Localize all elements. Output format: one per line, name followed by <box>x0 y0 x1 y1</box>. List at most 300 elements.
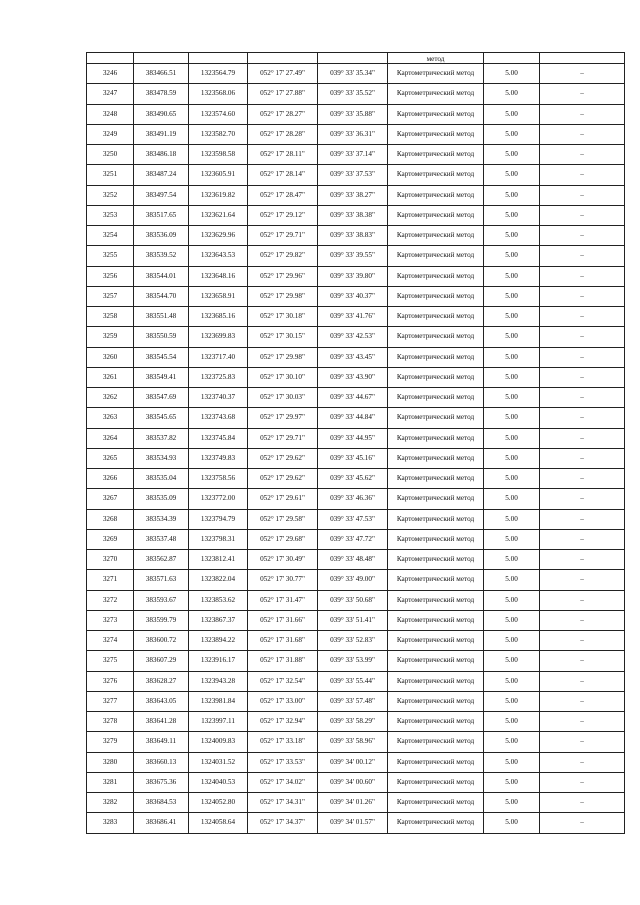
cell-precision: 5.00 <box>484 205 540 225</box>
cell-point-number: 3273 <box>87 610 134 630</box>
cell-latitude: 052° 17' 28.14" <box>248 165 318 185</box>
cell-longitude: 039° 33' 46.36" <box>318 489 388 509</box>
cell-y-coordinate: 1323582.70 <box>189 124 248 144</box>
cell-y-coordinate: 1323699.83 <box>189 327 248 347</box>
cell-point-number: 3253 <box>87 205 134 225</box>
cell-point-number: 3256 <box>87 266 134 286</box>
cell-point-number: 3263 <box>87 408 134 428</box>
cell-point-number: 3269 <box>87 529 134 549</box>
cell-latitude: 052° 17' 31.66" <box>248 610 318 630</box>
cell-x-coordinate: 383628.27 <box>134 671 189 691</box>
cell-method: Картометрический метод <box>388 509 484 529</box>
cell-method: Картометрический метод <box>388 124 484 144</box>
cell-point-number: 3251 <box>87 165 134 185</box>
cell-method: Картометрический метод <box>388 448 484 468</box>
cell-point-number: 3254 <box>87 226 134 246</box>
table-row <box>87 205 625 225</box>
cell-x-coordinate: 383649.11 <box>134 732 189 752</box>
cell-y-coordinate: 1323619.82 <box>189 185 248 205</box>
cell-dash: – <box>540 226 625 246</box>
cell-longitude: 039° 33' 49.00" <box>318 570 388 590</box>
cell-longitude: 039° 33' 57.48" <box>318 691 388 711</box>
coordinates-table-body <box>87 53 625 834</box>
cell-precision: 5.00 <box>484 772 540 792</box>
cell-point-number: 3268 <box>87 509 134 529</box>
cell-dash: – <box>540 307 625 327</box>
cell-dash: – <box>540 104 625 124</box>
cell-point-number: 3248 <box>87 104 134 124</box>
cell-dash: – <box>540 610 625 630</box>
cell-latitude: 052° 17' 29.71" <box>248 428 318 448</box>
cell-x-coordinate: 383537.82 <box>134 428 189 448</box>
cell-precision: 5.00 <box>484 367 540 387</box>
table-row <box>87 509 625 529</box>
table-row <box>87 651 625 671</box>
cell-x-coordinate: 383487.24 <box>134 165 189 185</box>
table-row <box>87 732 625 752</box>
cell-method: Картометрический метод <box>388 529 484 549</box>
cell-empty <box>484 53 540 64</box>
cell-latitude: 052° 17' 33.53" <box>248 752 318 772</box>
cell-method: Картометрический метод <box>388 469 484 489</box>
cell-method: Картометрический метод <box>388 489 484 509</box>
cell-longitude: 039° 33' 58.29" <box>318 712 388 732</box>
cell-x-coordinate: 383593.67 <box>134 590 189 610</box>
coordinates-table <box>86 52 625 834</box>
cell-dash: – <box>540 772 625 792</box>
cell-latitude: 052° 17' 29.62" <box>248 448 318 468</box>
cell-point-number: 3274 <box>87 631 134 651</box>
cell-x-coordinate: 383547.69 <box>134 388 189 408</box>
table-row <box>87 408 625 428</box>
cell-dash: – <box>540 266 625 286</box>
cell-latitude: 052° 17' 30.15" <box>248 327 318 347</box>
cell-point-number: 3252 <box>87 185 134 205</box>
cell-latitude: 052° 17' 29.82" <box>248 246 318 266</box>
cell-x-coordinate: 383534.93 <box>134 448 189 468</box>
cell-method: Картометрический метод <box>388 367 484 387</box>
cell-longitude: 039° 34' 00.60" <box>318 772 388 792</box>
cell-method: Картометрический метод <box>388 610 484 630</box>
table-row <box>87 610 625 630</box>
cell-dash: – <box>540 388 625 408</box>
cell-y-coordinate: 1323568.06 <box>189 84 248 104</box>
cell-method: Картометрический метод <box>388 428 484 448</box>
cell-longitude: 039° 33' 39.55" <box>318 246 388 266</box>
cell-y-coordinate: 1323853.62 <box>189 590 248 610</box>
cell-dash: – <box>540 469 625 489</box>
cell-longitude: 039° 34' 00.12" <box>318 752 388 772</box>
cell-precision: 5.00 <box>484 651 540 671</box>
table-row <box>87 104 625 124</box>
cell-precision: 5.00 <box>484 529 540 549</box>
cell-longitude: 039° 33' 44.95" <box>318 428 388 448</box>
table-row <box>87 529 625 549</box>
cell-y-coordinate: 1323745.84 <box>189 428 248 448</box>
cell-latitude: 052° 17' 29.71" <box>248 226 318 246</box>
cell-precision: 5.00 <box>484 185 540 205</box>
cell-dash: – <box>540 631 625 651</box>
cell-longitude: 039° 33' 38.83" <box>318 226 388 246</box>
cell-latitude: 052° 17' 29.97" <box>248 408 318 428</box>
cell-x-coordinate: 383491.19 <box>134 124 189 144</box>
cell-precision: 5.00 <box>484 813 540 833</box>
cell-method: Картометрический метод <box>388 772 484 792</box>
cell-longitude: 039° 33' 48.48" <box>318 550 388 570</box>
cell-x-coordinate: 383549.41 <box>134 367 189 387</box>
cell-longitude: 039° 33' 47.72" <box>318 529 388 549</box>
cell-longitude: 039° 33' 35.34" <box>318 64 388 84</box>
cell-precision: 5.00 <box>484 712 540 732</box>
cell-method: Картометрический метод <box>388 408 484 428</box>
cell-latitude: 052° 17' 30.03" <box>248 388 318 408</box>
cell-dash: – <box>540 145 625 165</box>
cell-method: Картометрический метод <box>388 651 484 671</box>
cell-method: Картометрический метод <box>388 813 484 833</box>
cell-x-coordinate: 383599.79 <box>134 610 189 630</box>
cell-x-coordinate: 383686.41 <box>134 813 189 833</box>
cell-x-coordinate: 383517.65 <box>134 205 189 225</box>
cell-y-coordinate: 1323822.04 <box>189 570 248 590</box>
cell-point-number: 3247 <box>87 84 134 104</box>
continuation-row <box>87 53 625 64</box>
cell-longitude: 039° 33' 52.83" <box>318 631 388 651</box>
cell-x-coordinate: 383544.70 <box>134 286 189 306</box>
table-row <box>87 388 625 408</box>
cell-dash: – <box>540 165 625 185</box>
cell-y-coordinate: 1323798.31 <box>189 529 248 549</box>
cell-longitude: 039° 33' 45.62" <box>318 469 388 489</box>
cell-x-coordinate: 383535.04 <box>134 469 189 489</box>
cell-longitude: 039° 33' 51.41" <box>318 610 388 630</box>
cell-precision: 5.00 <box>484 590 540 610</box>
cell-dash: – <box>540 732 625 752</box>
cell-dash: – <box>540 124 625 144</box>
cell-method: Картометрический метод <box>388 712 484 732</box>
cell-latitude: 052° 17' 30.18" <box>248 307 318 327</box>
cell-method: Картометрический метод <box>388 266 484 286</box>
cell-x-coordinate: 383675.36 <box>134 772 189 792</box>
cell-latitude: 052° 17' 29.98" <box>248 347 318 367</box>
cell-method: Картометрический метод <box>388 570 484 590</box>
cell-y-coordinate: 1323648.16 <box>189 266 248 286</box>
table-row <box>87 813 625 833</box>
cell-precision: 5.00 <box>484 469 540 489</box>
cell-y-coordinate: 1323725.83 <box>189 367 248 387</box>
cell-longitude: 039° 33' 44.84" <box>318 408 388 428</box>
cell-dash: – <box>540 347 625 367</box>
cell-method: Картометрический метод <box>388 145 484 165</box>
cell-point-number: 3280 <box>87 752 134 772</box>
cell-latitude: 052° 17' 34.31" <box>248 793 318 813</box>
table-row <box>87 691 625 711</box>
cell-point-number: 3279 <box>87 732 134 752</box>
cell-precision: 5.00 <box>484 631 540 651</box>
cell-longitude: 039° 34' 01.26" <box>318 793 388 813</box>
cell-y-coordinate: 1323685.16 <box>189 307 248 327</box>
cell-method: Картометрический метод <box>388 84 484 104</box>
cell-dash: – <box>540 813 625 833</box>
cell-longitude: 039° 33' 58.96" <box>318 732 388 752</box>
cell-y-coordinate: 1323772.00 <box>189 489 248 509</box>
cell-latitude: 052° 17' 29.61" <box>248 489 318 509</box>
cell-latitude: 052° 17' 30.49" <box>248 550 318 570</box>
cell-y-coordinate: 1323997.11 <box>189 712 248 732</box>
cell-point-number: 3270 <box>87 550 134 570</box>
cell-empty <box>540 53 625 64</box>
cell-method: Картометрический метод <box>388 671 484 691</box>
cell-point-number: 3271 <box>87 570 134 590</box>
cell-point-number: 3250 <box>87 145 134 165</box>
cell-y-coordinate: 1323916.17 <box>189 651 248 671</box>
cell-x-coordinate: 383660.13 <box>134 752 189 772</box>
cell-longitude: 039° 33' 39.80" <box>318 266 388 286</box>
cell-x-coordinate: 383536.09 <box>134 226 189 246</box>
cell-dash: – <box>540 246 625 266</box>
cell-y-coordinate: 1323643.53 <box>189 246 248 266</box>
cell-latitude: 052° 17' 32.94" <box>248 712 318 732</box>
cell-point-number: 3267 <box>87 489 134 509</box>
cell-dash: – <box>540 64 625 84</box>
cell-dash: – <box>540 367 625 387</box>
cell-latitude: 052° 17' 28.11" <box>248 145 318 165</box>
cell-dash: – <box>540 185 625 205</box>
cell-dash: – <box>540 590 625 610</box>
cell-point-number: 3266 <box>87 469 134 489</box>
cell-precision: 5.00 <box>484 104 540 124</box>
cell-method: Картометрический метод <box>388 732 484 752</box>
cell-longitude: 039° 33' 55.44" <box>318 671 388 691</box>
cell-longitude: 039° 33' 35.52" <box>318 84 388 104</box>
cell-latitude: 052° 17' 29.12" <box>248 205 318 225</box>
cell-x-coordinate: 383537.48 <box>134 529 189 549</box>
cell-precision: 5.00 <box>484 428 540 448</box>
table-row <box>87 185 625 205</box>
cell-dash: – <box>540 84 625 104</box>
cell-latitude: 052° 17' 31.68" <box>248 631 318 651</box>
cell-precision: 5.00 <box>484 266 540 286</box>
cell-x-coordinate: 383562.87 <box>134 550 189 570</box>
cell-x-coordinate: 383466.51 <box>134 64 189 84</box>
cell-method: Картометрический метод <box>388 590 484 610</box>
cell-longitude: 039° 33' 35.88" <box>318 104 388 124</box>
cell-point-number: 3272 <box>87 590 134 610</box>
cell-precision: 5.00 <box>484 732 540 752</box>
cell-method: Картометрический метод <box>388 165 484 185</box>
cell-precision: 5.00 <box>484 570 540 590</box>
cell-x-coordinate: 383478.59 <box>134 84 189 104</box>
table-row <box>87 752 625 772</box>
cell-dash: – <box>540 793 625 813</box>
cell-longitude: 039° 33' 38.27" <box>318 185 388 205</box>
cell-dash: – <box>540 671 625 691</box>
cell-method: Картометрический метод <box>388 307 484 327</box>
cell-precision: 5.00 <box>484 286 540 306</box>
cell-x-coordinate: 383497.54 <box>134 185 189 205</box>
cell-longitude: 039° 33' 36.31" <box>318 124 388 144</box>
cell-method: Картометрический метод <box>388 691 484 711</box>
cell-latitude: 052° 17' 28.28" <box>248 124 318 144</box>
cell-precision: 5.00 <box>484 550 540 570</box>
table-row <box>87 64 625 84</box>
cell-precision: 5.00 <box>484 226 540 246</box>
cell-x-coordinate: 383571.63 <box>134 570 189 590</box>
cell-longitude: 039° 33' 50.68" <box>318 590 388 610</box>
cell-y-coordinate: 1323621.64 <box>189 205 248 225</box>
cell-y-coordinate: 1323867.37 <box>189 610 248 630</box>
cell-precision: 5.00 <box>484 408 540 428</box>
table-row <box>87 772 625 792</box>
cell-longitude: 039° 33' 53.99" <box>318 651 388 671</box>
cell-precision: 5.00 <box>484 691 540 711</box>
cell-latitude: 052° 17' 29.96" <box>248 266 318 286</box>
cell-precision: 5.00 <box>484 307 540 327</box>
cell-y-coordinate: 1324040.53 <box>189 772 248 792</box>
table-row <box>87 671 625 691</box>
cell-dash: – <box>540 489 625 509</box>
table-row <box>87 307 625 327</box>
cell-latitude: 052° 17' 29.62" <box>248 469 318 489</box>
cell-method: Картометрический метод <box>388 205 484 225</box>
cell-precision: 5.00 <box>484 489 540 509</box>
cell-longitude: 039° 34' 01.57" <box>318 813 388 833</box>
cell-y-coordinate: 1324031.52 <box>189 752 248 772</box>
cell-precision: 5.00 <box>484 671 540 691</box>
cell-empty <box>189 53 248 64</box>
cell-point-number: 3260 <box>87 347 134 367</box>
cell-latitude: 052° 17' 32.54" <box>248 671 318 691</box>
table-row <box>87 84 625 104</box>
cell-point-number: 3265 <box>87 448 134 468</box>
cell-dash: – <box>540 691 625 711</box>
cell-dash: – <box>540 327 625 347</box>
cell-longitude: 039° 33' 38.38" <box>318 205 388 225</box>
cell-y-coordinate: 1323812.41 <box>189 550 248 570</box>
cell-latitude: 052° 17' 27.49" <box>248 64 318 84</box>
cell-latitude: 052° 17' 34.37" <box>248 813 318 833</box>
table-row <box>87 428 625 448</box>
cell-precision: 5.00 <box>484 509 540 529</box>
cell-method: Картометрический метод <box>388 793 484 813</box>
cell-point-number: 3249 <box>87 124 134 144</box>
table-row <box>87 347 625 367</box>
cell-empty <box>134 53 189 64</box>
cell-method: Картометрический метод <box>388 752 484 772</box>
cell-x-coordinate: 383544.01 <box>134 266 189 286</box>
cell-precision: 5.00 <box>484 64 540 84</box>
cell-point-number: 3255 <box>87 246 134 266</box>
cell-longitude: 039° 33' 40.37" <box>318 286 388 306</box>
cell-point-number: 3261 <box>87 367 134 387</box>
cell-point-number: 3264 <box>87 428 134 448</box>
cell-y-coordinate: 1323564.79 <box>189 64 248 84</box>
cell-x-coordinate: 383490.65 <box>134 104 189 124</box>
table-row <box>87 266 625 286</box>
cell-x-coordinate: 383545.54 <box>134 347 189 367</box>
table-row <box>87 448 625 468</box>
cell-method: Картометрический метод <box>388 550 484 570</box>
cell-latitude: 052° 17' 29.68" <box>248 529 318 549</box>
cell-point-number: 3276 <box>87 671 134 691</box>
cell-longitude: 039° 33' 41.76" <box>318 307 388 327</box>
table-row <box>87 327 625 347</box>
cell-precision: 5.00 <box>484 246 540 266</box>
table-row <box>87 226 625 246</box>
cell-dash: – <box>540 550 625 570</box>
cell-method: Картометрический метод <box>388 246 484 266</box>
table-row <box>87 793 625 813</box>
cell-dash: – <box>540 712 625 732</box>
table-row <box>87 550 625 570</box>
cell-empty <box>248 53 318 64</box>
cell-empty <box>318 53 388 64</box>
cell-method: Картометрический метод <box>388 631 484 651</box>
cell-y-coordinate: 1324058.64 <box>189 813 248 833</box>
cell-dash: – <box>540 570 625 590</box>
cell-method: Картометрический метод <box>388 388 484 408</box>
cell-y-coordinate: 1323658.91 <box>189 286 248 306</box>
cell-x-coordinate: 383684.53 <box>134 793 189 813</box>
cell-y-coordinate: 1323598.58 <box>189 145 248 165</box>
cell-x-coordinate: 383486.18 <box>134 145 189 165</box>
cell-method: Картометрический метод <box>388 327 484 347</box>
cell-y-coordinate: 1323717.40 <box>189 347 248 367</box>
cell-precision: 5.00 <box>484 165 540 185</box>
cell-y-coordinate: 1323894.22 <box>189 631 248 651</box>
table-row <box>87 631 625 651</box>
cell-method: Картометрический метод <box>388 104 484 124</box>
cell-y-coordinate: 1323943.28 <box>189 671 248 691</box>
cell-method: Картометрический метод <box>388 286 484 306</box>
cell-precision: 5.00 <box>484 84 540 104</box>
cell-longitude: 039° 33' 37.53" <box>318 165 388 185</box>
cell-method: Картометрический метод <box>388 226 484 246</box>
table-row <box>87 489 625 509</box>
cell-x-coordinate: 383641.28 <box>134 712 189 732</box>
cell-y-coordinate: 1323605.91 <box>189 165 248 185</box>
cell-point-number: 3259 <box>87 327 134 347</box>
cell-longitude: 039° 33' 42.53" <box>318 327 388 347</box>
table-row <box>87 712 625 732</box>
cell-point-number: 3275 <box>87 651 134 671</box>
cell-point-number: 3246 <box>87 64 134 84</box>
cell-x-coordinate: 383600.72 <box>134 631 189 651</box>
cell-point-number: 3282 <box>87 793 134 813</box>
cell-point-number: 3277 <box>87 691 134 711</box>
cell-point-number: 3258 <box>87 307 134 327</box>
cell-dash: – <box>540 752 625 772</box>
cell-x-coordinate: 383545.65 <box>134 408 189 428</box>
cell-longitude: 039° 33' 44.67" <box>318 388 388 408</box>
cell-latitude: 052° 17' 28.47" <box>248 185 318 205</box>
cell-latitude: 052° 17' 33.00" <box>248 691 318 711</box>
cell-x-coordinate: 383534.39 <box>134 509 189 529</box>
cell-method: Картометрический метод <box>388 347 484 367</box>
cell-y-coordinate: 1323574.60 <box>189 104 248 124</box>
cell-precision: 5.00 <box>484 793 540 813</box>
cell-y-coordinate: 1323981.84 <box>189 691 248 711</box>
table-row <box>87 165 625 185</box>
cell-y-coordinate: 1323758.56 <box>189 469 248 489</box>
cell-longitude: 039° 33' 43.45" <box>318 347 388 367</box>
table-row <box>87 367 625 387</box>
cell-point-number: 3283 <box>87 813 134 833</box>
cell-precision: 5.00 <box>484 752 540 772</box>
cell-precision: 5.00 <box>484 124 540 144</box>
cell-y-coordinate: 1324009.83 <box>189 732 248 752</box>
cell-method: Картометрический метод <box>388 185 484 205</box>
cell-x-coordinate: 383643.05 <box>134 691 189 711</box>
